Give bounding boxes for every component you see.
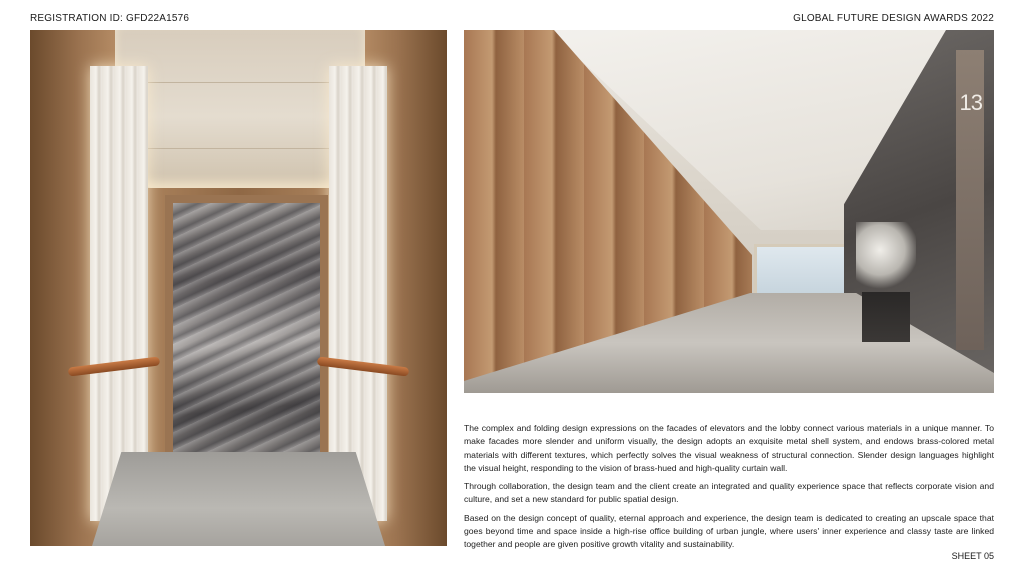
award-title: GLOBAL FUTURE DESIGN AWARDS 2022 xyxy=(793,13,994,24)
description-paragraph: Based on the design concept of quality, eternal approach and experience, the design team is dedicated to creating an upscale space that goes beyond time and space inside a high-rise office building of urban jungle, where users' inner experience and classy taste are linked together and people are given positive growth vitality and sustainability. xyxy=(464,512,994,550)
sheet-number: SHEET 05 xyxy=(951,551,994,561)
registration-id: REGISTRATION ID: GFD22A1576 xyxy=(30,13,190,24)
elevator-ceiling xyxy=(115,30,365,188)
elevator-lobby-render xyxy=(464,30,994,393)
elevator-interior-render xyxy=(30,30,447,546)
floor-number: 13 xyxy=(959,90,982,115)
lobby-window xyxy=(754,244,850,298)
lobby-sculpture xyxy=(856,222,916,292)
description-paragraph: Through collaboration, the design team and the client create an integrated and quality experience space that reflects corporate vision and culture, and set a new standard for public spatial design. xyxy=(464,481,994,505)
lobby-desk xyxy=(862,292,910,342)
elevator-floor xyxy=(92,452,385,546)
ceiling-seam xyxy=(137,82,343,83)
ceiling-seam xyxy=(145,148,335,149)
description-text xyxy=(464,422,994,557)
description-paragraph: The complex and folding design expressions on the facades of elevators and the lobby connect various materials in a unique manner. To make facades more slender and uniform visually, the design adopts an exquisite metal shell system, and endows brass-colored metal materials with different textures, which perfectly solves the visual weakness of structural connection. Slender design languages highlight the visual height, responding to the vision of brass-hued and high-quality curtain wall. xyxy=(464,423,994,473)
elevator-marble-back-wall xyxy=(165,195,328,464)
